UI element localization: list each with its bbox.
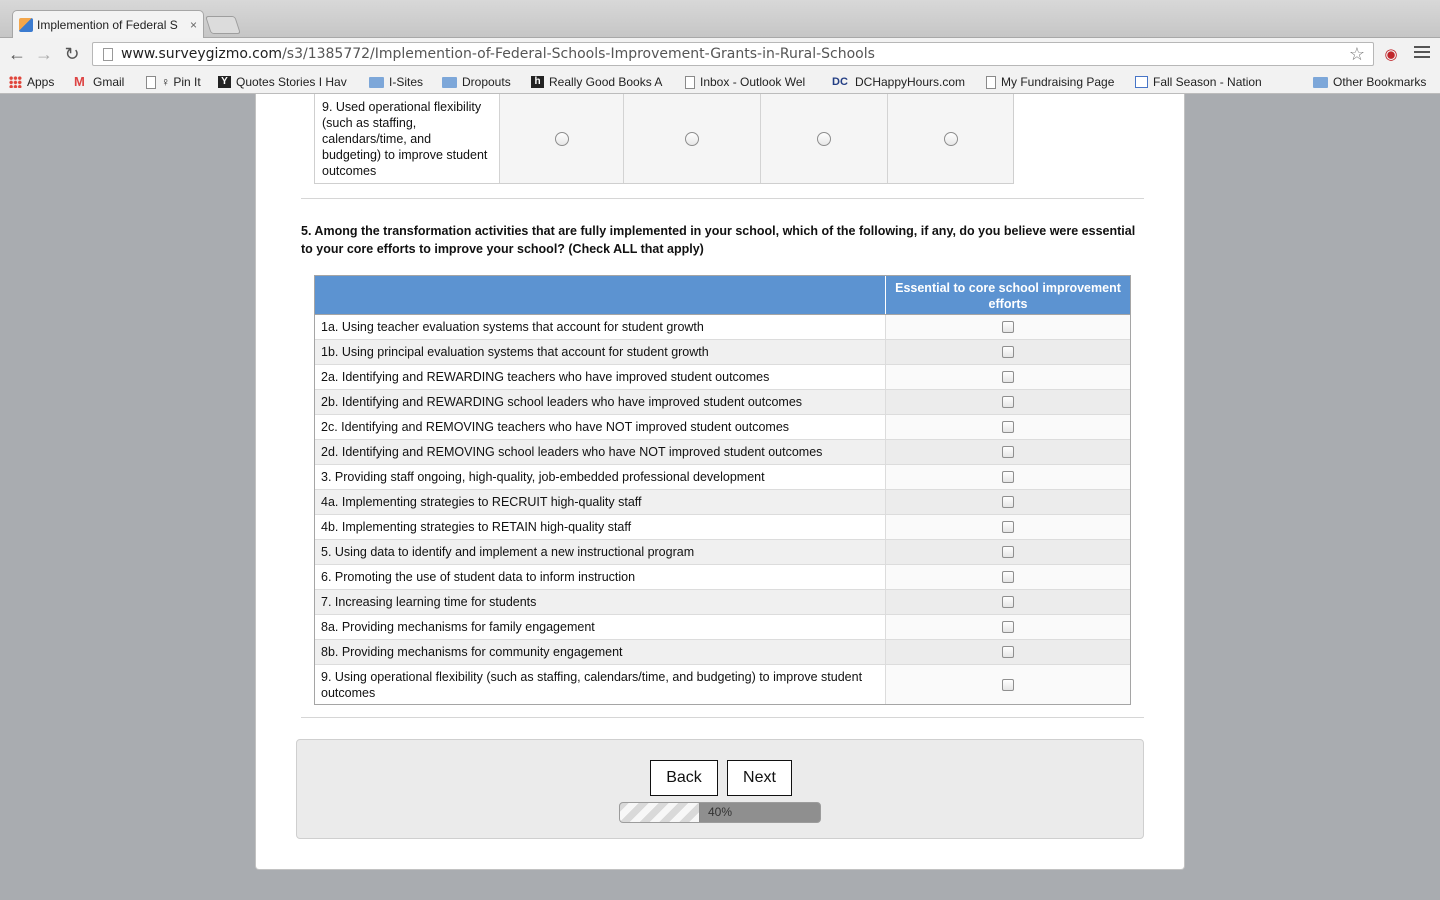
checkbox-cell[interactable] — [886, 590, 1130, 614]
progress-label: 40% — [708, 805, 733, 819]
section-divider — [301, 198, 1144, 199]
bookmark-other[interactable] — [1313, 73, 1435, 91]
checkbox-cell[interactable] — [886, 615, 1130, 639]
table-row — [315, 590, 1130, 615]
row-label: 2c. Identifying and REMOVING teachers who have NOT improved student outcomes — [315, 415, 886, 439]
back-arrow-icon[interactable]: ← — [8, 44, 26, 64]
apps-grid-icon — [9, 76, 22, 88]
bookmark-isites[interactable] — [369, 73, 431, 91]
survey-navigation-panel — [296, 739, 1144, 839]
table-row — [315, 315, 1130, 340]
essential-checkbox[interactable] — [1002, 496, 1014, 508]
browser-tab[interactable] — [12, 10, 204, 38]
calendar-icon — [1135, 76, 1148, 88]
essential-checkbox[interactable] — [1002, 346, 1014, 358]
url-text[interactable] — [121, 46, 1349, 62]
checkbox-cell[interactable] — [886, 415, 1130, 439]
bookmark-inbox[interactable] — [685, 73, 819, 91]
checkbox-cell[interactable] — [886, 665, 1130, 704]
url-path: /s3/1385772/Implemention-of-Federal-Schools-Improvement-Grants-in-Rural-Schools — [282, 46, 875, 62]
checkbox-cell[interactable] — [886, 340, 1130, 364]
table-row — [315, 340, 1130, 365]
folder-icon — [369, 77, 384, 88]
checkbox-cell[interactable] — [886, 640, 1130, 664]
bookmark-label: I-Sites — [389, 75, 424, 89]
bookmark-label: Dropouts — [462, 75, 511, 89]
column-header-essential: Essential to core school improvement efforts — [895, 281, 1121, 311]
radio-button[interactable] — [555, 132, 569, 146]
chrome-menu-icon[interactable] — [1414, 46, 1430, 60]
row-label: 5. Using data to identify and implement a new instructional program — [315, 540, 886, 564]
table-row — [315, 540, 1130, 565]
essential-checkbox[interactable] — [1002, 546, 1014, 558]
row-label: 7. Increasing learning time for students — [315, 590, 886, 614]
bookmark-really-good-books[interactable] — [531, 73, 671, 91]
essential-checkbox[interactable] — [1002, 521, 1014, 533]
table-row — [315, 440, 1130, 465]
bookmark-gmail[interactable] — [74, 73, 134, 91]
bookmark-fall-season[interactable] — [1135, 73, 1273, 91]
page-icon — [986, 76, 996, 89]
section-divider — [301, 717, 1144, 718]
bookmark-pin-it[interactable] — [146, 73, 206, 91]
back-button[interactable]: Back — [650, 760, 718, 796]
previous-question-table — [314, 94, 1014, 184]
bookmark-label: Fall Season - Nation — [1153, 75, 1262, 89]
url-host: www.surveygizmo.com — [121, 46, 283, 62]
row-label: 8a. Providing mechanisms for family engagement — [315, 615, 886, 639]
checkbox-cell[interactable] — [886, 465, 1130, 489]
row-label: 6. Promoting the use of student data to inform instruction — [315, 565, 886, 589]
row-label: 2b. Identifying and REWARDING school leaders who have improved student outcomes — [315, 390, 886, 414]
table-row — [315, 365, 1130, 390]
bookmark-label: DCHappyHours.com — [855, 75, 966, 89]
page-icon — [685, 76, 695, 89]
bookmark-fundraising[interactable] — [986, 73, 1124, 91]
grid-header — [315, 276, 1130, 315]
page-icon — [103, 48, 113, 61]
essential-checkbox[interactable] — [1002, 446, 1014, 458]
table-row — [315, 465, 1130, 490]
row-label: 1b. Using principal evaluation systems that account for student growth — [315, 340, 886, 364]
essential-checkbox[interactable] — [1002, 321, 1014, 333]
address-bar[interactable] — [92, 42, 1374, 66]
checkbox-cell[interactable] — [886, 440, 1130, 464]
checkbox-cell[interactable] — [886, 490, 1130, 514]
table-row — [315, 665, 1130, 704]
gmail-icon: M — [74, 74, 85, 89]
bookmark-label: Other Bookmarks — [1333, 75, 1427, 89]
essential-checkbox[interactable] — [1002, 646, 1014, 658]
close-tab-icon[interactable]: × — [189, 17, 197, 32]
radio-button[interactable] — [944, 132, 958, 146]
dc-logo-icon: DC — [832, 76, 848, 88]
essential-checkbox[interactable] — [1002, 571, 1014, 583]
essential-checkbox[interactable] — [1002, 596, 1014, 608]
folder-icon — [442, 77, 457, 88]
row-label: 3. Providing staff ongoing, high-quality, job-embedded professional development — [315, 465, 886, 489]
next-button[interactable]: Next — [727, 760, 792, 796]
extension-sofa-icon[interactable]: ◉ — [1384, 46, 1398, 63]
bookmark-star-icon[interactable]: ☆ — [1348, 43, 1365, 64]
essential-checkbox[interactable] — [1002, 396, 1014, 408]
previous-row-label: 9. Used operational flexibility (such as staffing, calendars/time, and budgeting) to improve student outcomes — [315, 94, 500, 183]
table-row — [315, 490, 1130, 515]
table-row — [315, 640, 1130, 665]
progress-bar — [619, 802, 821, 823]
bookmark-dropouts[interactable] — [442, 73, 520, 91]
grid-body — [315, 315, 1130, 704]
row-label: 2d. Identifying and REMOVING school leaders who have NOT improved student outcomes — [315, 440, 886, 464]
table-row — [315, 515, 1130, 540]
radio-cell[interactable] — [624, 94, 761, 183]
grid-header-empty-cell — [315, 276, 886, 314]
question-5-text: 5. Among the transformation activities that are fully implemented in your school, which of the following, if any, do you believe were essential to your core efforts to improve your school? (Check ALL that apply) — [301, 224, 1136, 256]
table-row — [315, 615, 1130, 640]
essential-checkbox[interactable] — [1002, 421, 1014, 433]
checkbox-cell[interactable] — [886, 315, 1130, 339]
forward-arrow-icon[interactable]: → — [35, 44, 53, 64]
tab-strip — [0, 0, 1440, 38]
page-icon — [146, 76, 156, 89]
bookmarks-bar — [0, 70, 1440, 94]
radio-cell[interactable] — [761, 94, 888, 183]
radio-button[interactable] — [685, 132, 699, 146]
surveygizmo-favicon-icon — [19, 18, 33, 32]
table-row — [315, 390, 1130, 415]
bookmark-apps[interactable] — [9, 73, 65, 91]
essential-checkbox[interactable] — [1002, 679, 1014, 691]
table-row — [315, 415, 1130, 440]
question-5-checkbox-grid — [314, 275, 1131, 705]
bookmark-dchappyhours[interactable] — [832, 73, 972, 91]
checkbox-cell[interactable] — [886, 365, 1130, 389]
book-logo-icon: h — [531, 76, 544, 88]
radio-cell[interactable] — [500, 94, 624, 183]
bookmark-quotes[interactable] — [218, 73, 356, 91]
essential-checkbox[interactable] — [1002, 371, 1014, 383]
essential-checkbox[interactable] — [1002, 471, 1014, 483]
row-label: 8b. Providing mechanisms for community engagement — [315, 640, 886, 664]
bookmark-label: Apps — [27, 75, 55, 89]
survey-card — [255, 94, 1185, 870]
folder-icon — [1313, 77, 1328, 88]
new-tab-button[interactable] — [205, 16, 241, 34]
bookmark-label: My Fundraising Page — [1001, 75, 1115, 89]
y-logo-icon: Y — [218, 76, 231, 88]
checkbox-cell[interactable] — [886, 565, 1130, 589]
bookmark-label: Gmail — [93, 75, 125, 89]
bookmark-label: Inbox - Outlook Wel — [700, 75, 806, 89]
row-label: 2a. Identifying and REWARDING teachers who have improved student outcomes — [315, 365, 886, 389]
row-label: 4b. Implementing strategies to RETAIN high-quality staff — [315, 515, 886, 539]
checkbox-cell[interactable] — [886, 540, 1130, 564]
row-label: 9. Using operational flexibility (such as staffing, calendars/time, and budgeting) to improve student outcomes — [315, 665, 886, 704]
checkbox-cell[interactable] — [886, 390, 1130, 414]
essential-checkbox[interactable] — [1002, 621, 1014, 633]
bookmark-label: Quotes Stories I Hav — [236, 75, 347, 89]
tab-title: Implemention of Federal S — [37, 17, 178, 32]
bookmark-label: Really Good Books A — [549, 75, 663, 89]
radio-cell[interactable] — [888, 94, 1013, 183]
row-label: 4a. Implementing strategies to RECRUIT high-quality staff — [315, 490, 886, 514]
table-row — [315, 565, 1130, 590]
row-label: 1a. Using teacher evaluation systems that account for student growth — [315, 315, 886, 339]
reload-icon[interactable]: ↻ — [64, 44, 80, 64]
radio-button[interactable] — [817, 132, 831, 146]
checkbox-cell[interactable] — [886, 515, 1130, 539]
bookmark-label: ♀ Pin It — [161, 75, 201, 89]
progress-bar-fill — [620, 803, 700, 822]
